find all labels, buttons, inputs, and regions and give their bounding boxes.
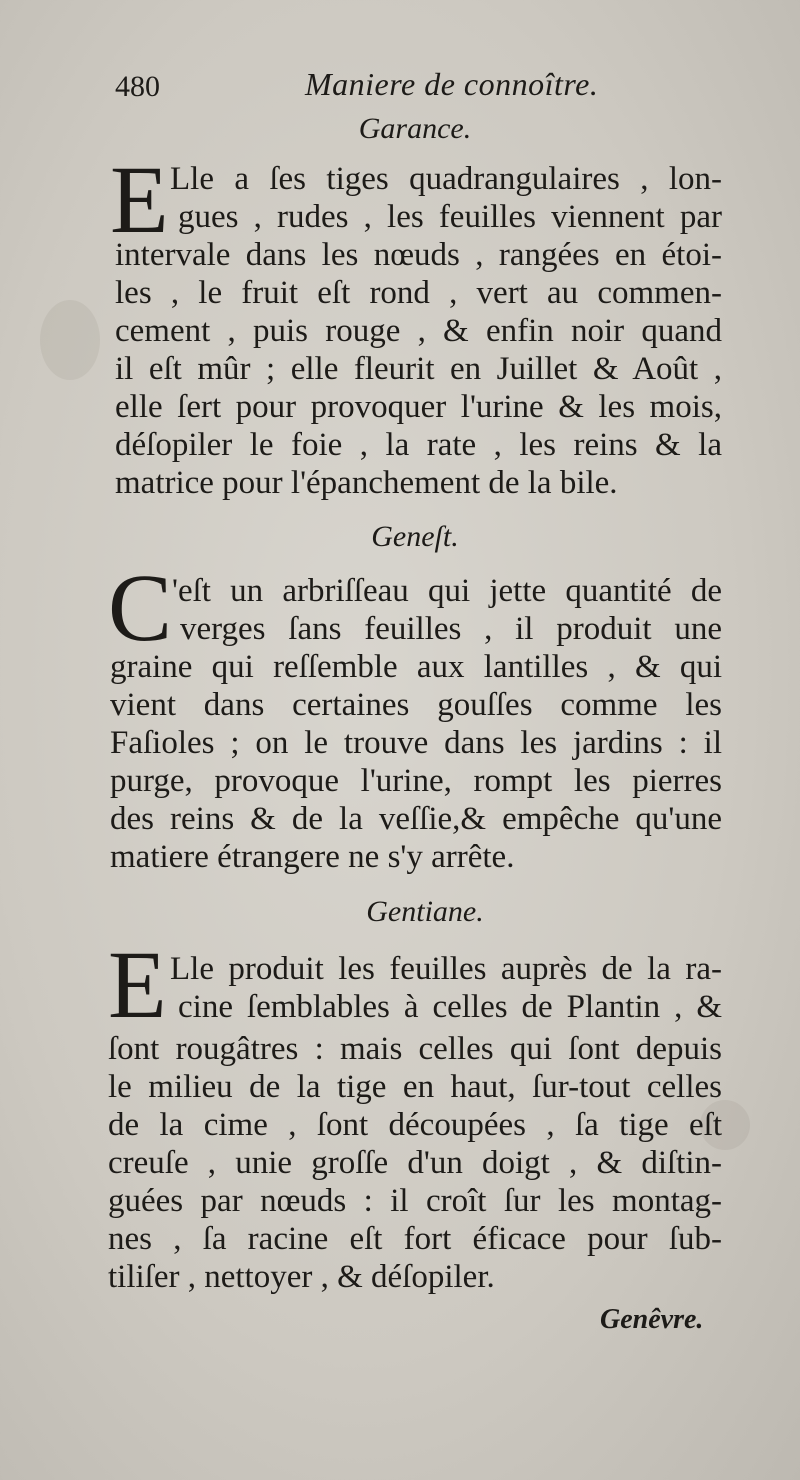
text-line: le milieu de la tige en haut, ſur-tout celles <box>108 1069 722 1105</box>
catchword: Genêvre. <box>600 1304 704 1335</box>
section-heading: Gentiane. <box>366 895 484 928</box>
text-line: tiliſer , nettoyer , & déſopiler. <box>108 1259 495 1295</box>
text-line: elle ſert pour provoquer l'urine & les mois, <box>115 389 722 425</box>
section-heading: Garance. <box>358 112 472 145</box>
text-line: verges ſans feuilles , il produit une <box>180 611 722 647</box>
text-line: il eſt mûr ; elle fleurit en Juillet & Août , <box>115 351 722 387</box>
drop-cap: E <box>110 146 169 253</box>
page-header <box>115 62 715 106</box>
running-title: Maniere de connoître. <box>305 66 599 102</box>
text-line: cement , puis rouge , & enfin noir quand <box>115 313 722 349</box>
text-line: graine qui reſſemble aux lantilles , & qui <box>110 649 722 685</box>
text-line: les , le fruit eſt rond , vert au commen- <box>115 275 722 311</box>
text-line: Faſioles ; on le trouve dans les jardins : il <box>110 725 722 761</box>
text-line: vient dans certaines gouſſes comme les <box>110 687 722 723</box>
paper-stain <box>40 300 100 380</box>
page-number: 480 <box>115 70 160 103</box>
text-line: gues , rudes , les feuilles viennent par <box>178 199 722 235</box>
drop-cap: E <box>108 931 167 1038</box>
text-line: matrice pour l'épanchement de la bile. <box>115 465 618 501</box>
text-line: creuſe , unie groſſe d'un doigt , & diſtin- <box>108 1145 722 1181</box>
text-line: guées par nœuds : il croît ſur les montag- <box>108 1183 722 1219</box>
section-heading: Geneſt. <box>371 520 459 553</box>
text-line: intervale dans les nœuds , rangées en étoi- <box>115 237 722 273</box>
text-line: cine ſemblables à celles de Plantin , & <box>178 989 722 1025</box>
text-line: purge, provoque l'urine, rompt les pierres <box>110 763 722 799</box>
text-line: de la cime , ſont découpées , ſa tige eſt <box>108 1107 722 1143</box>
text-line: 'eſt un arbriſſeau qui jette quantité de <box>172 573 722 609</box>
text-line: Lle produit les feuilles auprès de la ra- <box>170 951 722 987</box>
text-line: des reins & de la veſſie,& empêche qu'une <box>110 801 722 837</box>
text-line: nes , ſa racine eſt fort éficace pour ſub- <box>108 1221 722 1257</box>
text-line: déſopiler le foie , la rate , les reins & la <box>115 427 722 463</box>
text-line: Lle a ſes tiges quadrangulaires , lon- <box>170 161 722 197</box>
text-line: matiere étrangere ne s'y arrête. <box>110 839 515 875</box>
drop-cap: C <box>108 554 173 661</box>
text-line: ſont rougâtres : mais celles qui ſont depuis <box>108 1031 722 1067</box>
